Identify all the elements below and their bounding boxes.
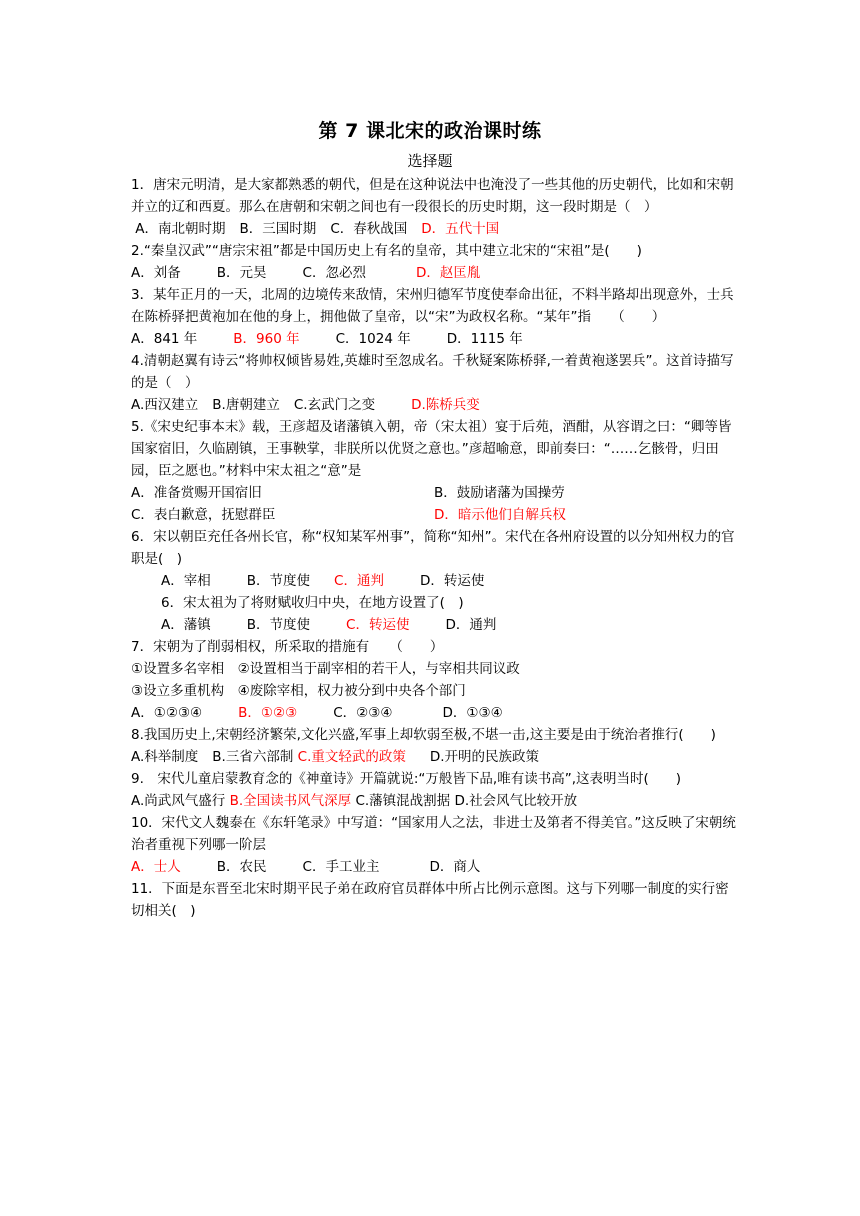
option-c-answer: C．转运使	[346, 617, 410, 633]
option-b: B.三省六部制	[212, 749, 294, 765]
option-b-answer: B．①②③	[238, 705, 298, 721]
question-2-stem: 2.“秦皇汉武”“唐宗宋祖”都是中国历史上有名的皇帝，其中建立北宋的“宋祖”是( )	[131, 243, 642, 259]
option-c: C.玄武门之变	[293, 397, 376, 413]
section-heading: 选择题	[407, 152, 453, 170]
question-1-stem: 1．唐宋元明清，是大家都熟悉的朝代，但是在这种说法中也淹没了一些其他的历史朝代，比如和宋朝并立的辽和西夏。那么在唐朝和宋朝之间也有一段很长的历史时期，这一段时期是（ ）	[131, 177, 734, 215]
question-7-statement-2: ③设立多重机构 ④废除宰相，权力被分到中央各个部门	[131, 683, 466, 699]
question-3-stem: 3．某年正月的一天，北周的边境传来敌情，宋州归德军节度使奉命出征，不料半路却出现意外，士兵在陈桥驿把黄袍加在他的身上，拥他做了皇帝，以“宋”为政权名称。“某年”指 （ ）	[131, 287, 734, 325]
option-c: C.藩镇混战割据	[355, 793, 451, 809]
question-11-stem: 11．下面是东晋至北宋时期平民子弟在政府官员群体中所占比例示意图。这与下列哪一制度的实行密切相关( )	[131, 881, 729, 919]
option-b: B．鼓励诸藩为国操劳	[434, 485, 565, 501]
option-d: D．①③④	[442, 705, 503, 721]
option-a: A.西汉建立	[131, 397, 199, 413]
option-a: A．刘备	[131, 265, 181, 281]
option-a: A．藩镇	[161, 617, 211, 633]
option-c: C．忽必烈	[302, 265, 366, 281]
option-d: D.社会风气比较开放	[454, 793, 578, 809]
question-10-options	[131, 856, 737, 878]
question-6-options	[131, 570, 737, 592]
option-a: A．①②③④	[131, 705, 203, 721]
option-a: A.科举制度	[131, 749, 199, 765]
option-d-answer: D．五代十国	[421, 221, 500, 237]
question-4-options	[131, 394, 737, 416]
question-8-options	[131, 746, 737, 768]
option-b: B．三国时期	[239, 221, 317, 237]
option-b: B．节度使	[246, 617, 311, 633]
option-a: A．宰相	[161, 573, 211, 589]
option-d: D．1115 年	[446, 331, 523, 347]
question-6b-options	[131, 614, 737, 636]
question-7-stem: 7．宋朝为了削弱相权，所采取的措施有 （ ）	[131, 639, 444, 655]
page-title: 第 7 课北宋的政治课时练	[318, 120, 542, 142]
option-a-answer: A．士人	[131, 859, 181, 875]
option-a: A．南北朝时期	[135, 221, 226, 237]
question-list	[131, 174, 737, 922]
option-a: A.尚武风气盛行	[131, 793, 226, 809]
question-6-stem: 6．宋以朝臣充任各州长官，称“权知某军州事”，简称“知州”。宋代在各州府设置的以分知州权力的官职是( )	[131, 529, 735, 567]
question-7-options	[131, 702, 737, 724]
question-6b-stem: 6．宋太祖为了将财赋收归中央，在地方设置了( )	[161, 595, 464, 611]
option-b: B．元昊	[216, 265, 267, 281]
option-c: C．②③④	[333, 705, 393, 721]
question-5-stem: 5.《宋史纪事本末》载，王彦超及诸藩镇入朝，帝（宋太祖）宴于后苑，酒酣，从容谓之曰：“卿等皆国家宿旧，久临剧镇，王事鞅掌，非朕所以优贤之意也。”彦超喻意，即前奏曰：“……乞骸骨，归田园，臣之愿也。”材料中宋太祖之“意”是	[131, 419, 732, 479]
option-c-answer: C．通判	[334, 573, 384, 589]
question-10-stem: 10．宋代文人魏泰在《东轩笔录》中写道：“国家用人之法，非进士及第者不得美官。”这反映了宋朝统治者重视下列哪一阶层	[131, 815, 736, 853]
question-1-options	[131, 218, 737, 240]
question-3-options	[131, 328, 737, 350]
question-8-stem: 8.我国历史上,宋朝经济繁荣,文化兴盛,军事上却软弱至极,不堪一击,这主要是由于统治者推行( )	[131, 727, 716, 743]
option-b: B．节度使	[246, 573, 311, 589]
question-9-options	[131, 790, 737, 812]
option-d: D．商人	[429, 859, 481, 875]
option-d-answer: D．赵匡胤	[415, 265, 481, 281]
option-c: C．1024 年	[335, 331, 411, 347]
option-b-answer: B．960 年	[233, 331, 300, 347]
option-b: B.唐朝建立	[212, 397, 280, 413]
option-a: A．准备赏赐开国宿旧	[131, 485, 262, 501]
option-c: C．春秋战国	[330, 221, 408, 237]
question-5-options-row2	[131, 504, 737, 526]
option-b-answer: B.全国读书风气深厚	[229, 793, 352, 809]
question-4-stem: 4.清朝赵翼有诗云“将帅权倾皆易姓,英雄时至忽成名。千秋疑案陈桥驿,一着黄袍遂罢兵”。这首诗描写的是（ ）	[131, 353, 734, 391]
question-9-stem: 9. 宋代儿童启蒙教育念的《神童诗》开篇就说:“万般皆下品,唯有读书高”,这表明当时( )	[131, 771, 682, 787]
option-c: C．手工业主	[302, 859, 380, 875]
option-d-answer: D.陈桥兵变	[411, 397, 480, 413]
option-d: D．通判	[445, 617, 497, 633]
option-d: D.开明的民族政策	[429, 749, 540, 765]
question-5-options-row1	[131, 482, 737, 504]
option-a: A．841 年	[131, 331, 198, 347]
option-d: D．转运使	[419, 573, 485, 589]
option-c: C．表白歉意，抚慰群臣	[131, 507, 276, 523]
question-7-statement-1: ①设置多名宰相 ②设置相当于副宰相的若干人，与宰相共同议政	[131, 661, 520, 677]
option-b: B．农民	[216, 859, 267, 875]
option-c-answer: C.重文轻武的政策	[297, 749, 406, 765]
option-d-answer: D．暗示他们自解兵权	[434, 507, 566, 523]
question-2-options	[131, 262, 737, 284]
